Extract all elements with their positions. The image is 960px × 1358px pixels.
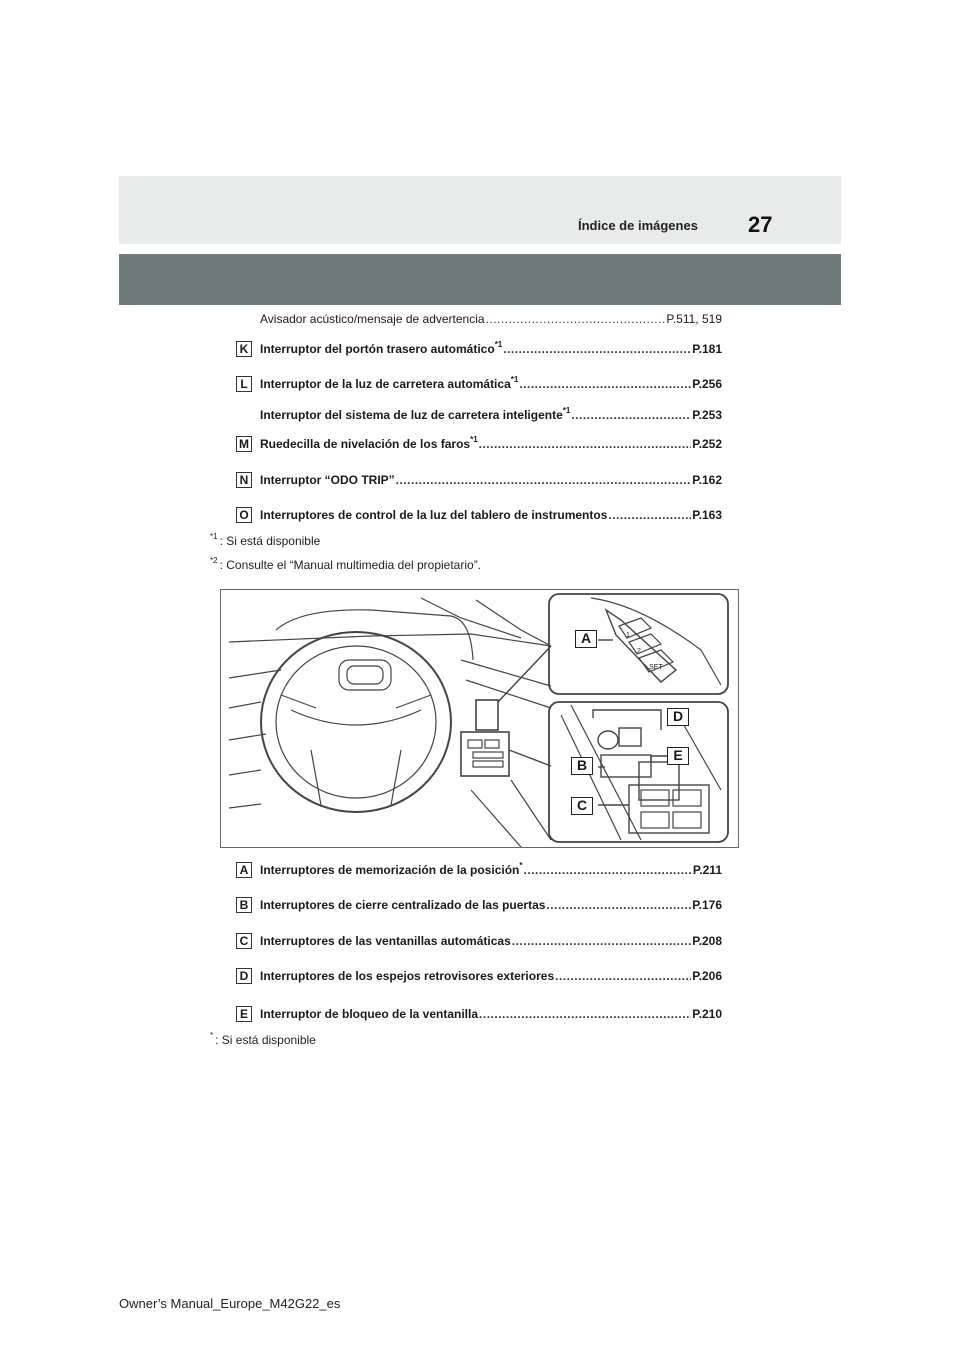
page-ref: P.206 <box>692 969 722 983</box>
footnote-mark: *1 <box>210 532 218 541</box>
entry-letter-badge: K <box>236 341 252 357</box>
entry-letter-badge: A <box>236 862 252 878</box>
entry-text: Interruptor “ODO TRIP” <box>260 473 395 487</box>
footnote-text: : Si está disponible <box>215 1033 316 1047</box>
footnote-mark: *1 <box>494 340 503 349</box>
page-ref: P.176 <box>692 898 722 912</box>
leader-dots <box>571 408 691 422</box>
leader-dots <box>519 377 691 391</box>
footnote-mark: *1 <box>562 406 571 415</box>
entry-text: Interruptores de memorización de la posición <box>260 863 520 877</box>
leader-dots <box>486 312 666 326</box>
entry-letter-badge: E <box>236 1006 252 1022</box>
leader-dots <box>524 863 692 877</box>
section-title: Índice de imágenes <box>578 218 698 233</box>
index-entry[interactable] <box>236 897 722 917</box>
entry-text: Interruptores de control de la luz del tablero de instrumentos <box>260 508 608 522</box>
memory-button-label: 2 <box>637 648 641 655</box>
page-ref: P.211 <box>692 863 722 877</box>
footnote-mark: *2 <box>210 556 218 565</box>
footnote-text: : Consulte el “Manual multimedia del propietario”. <box>219 558 482 572</box>
dashboard-illustration <box>220 589 739 848</box>
index-entry[interactable] <box>236 968 722 988</box>
header-band <box>119 176 841 244</box>
leader-dots <box>546 898 691 912</box>
entry-text: Interruptor de bloqueo de la ventanilla <box>260 1007 479 1021</box>
index-entry[interactable] <box>236 311 722 331</box>
leader-dots <box>608 508 691 522</box>
index-entry[interactable] <box>236 436 722 456</box>
page-ref: P.252 <box>692 437 722 451</box>
memory-button-label: 1 <box>626 632 630 639</box>
footnote <box>210 534 320 548</box>
callout-label: D <box>667 708 689 726</box>
page-ref: P.253 <box>692 408 722 422</box>
entry-text: Interruptores de las ventanillas automáticas <box>260 934 511 948</box>
entry-text: Ruedecilla de nivelación de los faros <box>260 437 471 451</box>
page-ref: P.208 <box>692 934 722 948</box>
footnote <box>210 558 481 572</box>
footnote-mark: *1 <box>470 435 478 444</box>
entry-letter-badge: D <box>236 968 252 984</box>
page-ref: P.163 <box>692 508 722 522</box>
leader-dots <box>503 342 691 356</box>
entry-letter-badge: O <box>236 507 252 523</box>
callout-label: C <box>571 797 593 815</box>
entry-letter-badge: C <box>236 933 252 949</box>
index-entry[interactable] <box>236 507 722 527</box>
leader-dots <box>512 934 691 948</box>
index-entry[interactable] <box>236 862 722 882</box>
page-ref: P.256 <box>692 377 722 391</box>
leader-dots <box>479 1007 691 1021</box>
callout-label: B <box>571 757 593 775</box>
entry-letter-badge: M <box>236 436 252 452</box>
callout-label: E <box>667 747 689 765</box>
index-entry[interactable] <box>236 472 722 492</box>
footer-text: Owner’s Manual_Europe_M42G22_es <box>119 1296 341 1311</box>
page-number: 27 <box>748 212 773 237</box>
footnote-mark: *1 <box>510 375 519 384</box>
page-ref: P.162 <box>692 473 722 487</box>
index-entry[interactable] <box>236 933 722 953</box>
dashboard-drawing <box>221 590 738 847</box>
index-entry[interactable] <box>236 376 722 396</box>
callout-label: A <box>575 630 597 648</box>
footnote-mark: * <box>519 861 523 870</box>
entry-letter-badge: B <box>236 897 252 913</box>
index-entry[interactable] <box>236 341 722 361</box>
page-ref: P.210 <box>692 1007 722 1021</box>
entry-text: Interruptor de la luz de carretera automática <box>260 377 511 391</box>
page-ref: P.181 <box>692 342 722 356</box>
entry-text: Interruptor del sistema de luz de carretera inteligente <box>260 408 563 422</box>
footnote-text: : Si está disponible <box>219 534 321 548</box>
footnote-mark: * <box>210 1031 214 1040</box>
footnote <box>210 1033 316 1047</box>
header-bar <box>119 254 841 305</box>
index-entry[interactable] <box>236 407 722 427</box>
entry-text: Interruptores de cierre centralizado de las puertas <box>260 898 546 912</box>
entry-text: Interruptores de los espejos retrovisores exteriores <box>260 969 555 983</box>
index-entry[interactable] <box>236 1006 722 1026</box>
leader-dots <box>479 437 692 451</box>
leader-dots <box>396 473 692 487</box>
entry-text: Interruptor del portón trasero automático <box>260 342 495 356</box>
memory-button-label: SET <box>649 664 663 671</box>
entry-letter-badge: L <box>236 376 252 392</box>
page-ref: P.511, 519 <box>666 312 722 326</box>
entry-text: Avisador acústico/mensaje de advertencia <box>260 312 485 326</box>
leader-dots <box>555 969 691 983</box>
entry-letter-badge: N <box>236 472 252 488</box>
